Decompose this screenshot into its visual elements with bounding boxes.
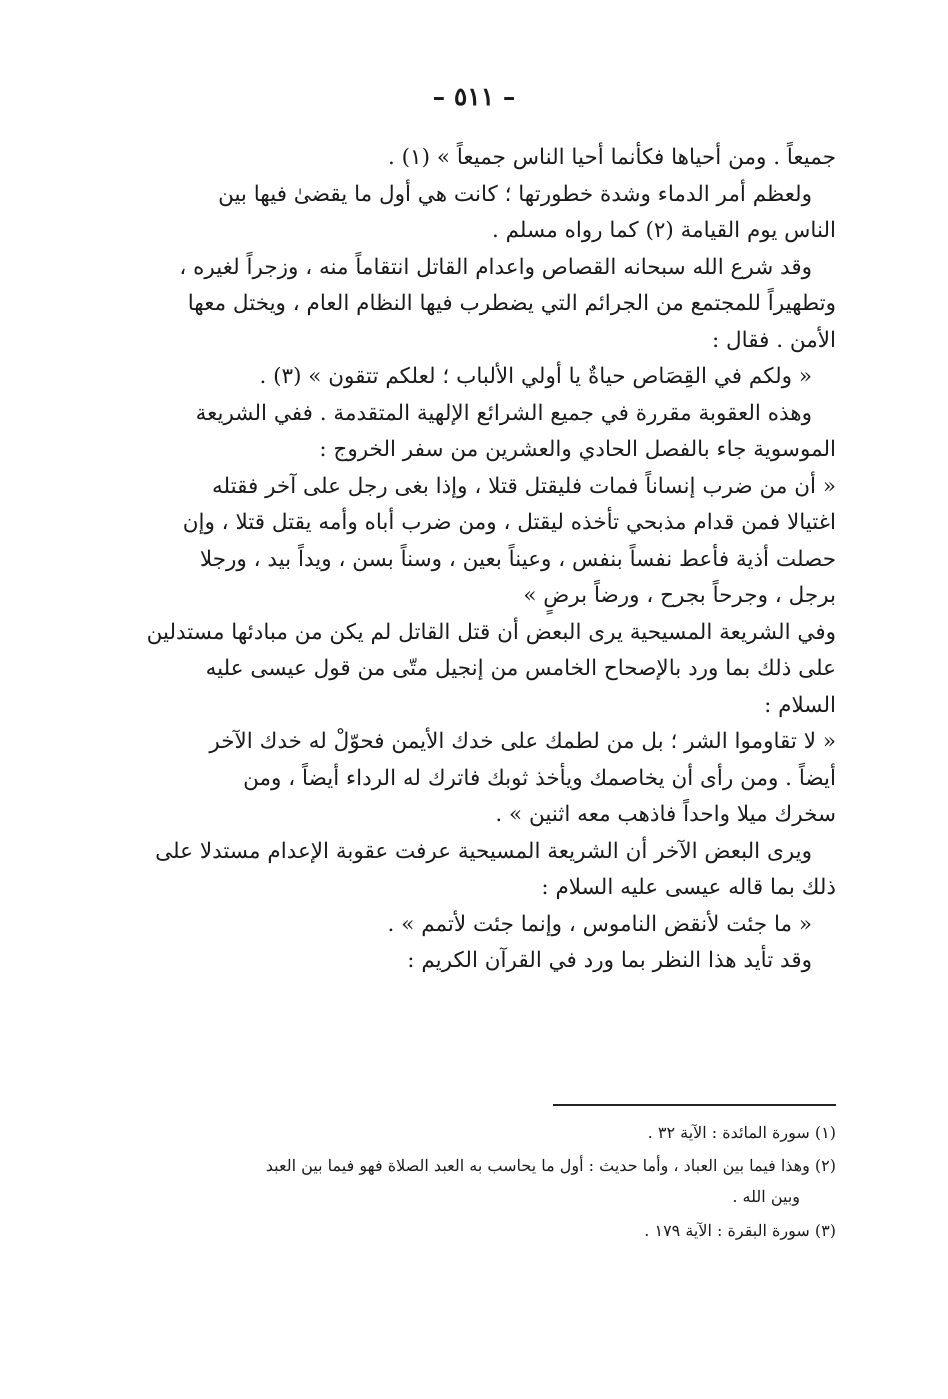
quote-line: حصلت أذية فأعط نفساً بنفس ، وعيناً بعين ، وسناً بسن ، ويداً بيد ، ورجلا — [199, 546, 836, 572]
text-line: جميعاً . ومن أحياها فكأنما أحيا الناس جميعاً » (١) . — [387, 145, 836, 170]
footnote-1: (١) سورة المائدة : الآية ٣٢ . — [647, 1123, 836, 1142]
text-line: الناس يوم القيامة (٢) كما رواه مسلم . — [491, 218, 836, 243]
quote-line: برجل ، وجرحاً بجرح ، ورضاً برضٍ » — [523, 583, 836, 608]
quote-line: « ولكم في القِصَاص حياةٌ يا أولي الألباب ؛ لعلكم تتقون » (٣) . — [259, 364, 812, 389]
quote-line: « لا تقاوموا الشر ؛ بل من لطمك على خدك الأيمن فحوّلْ له خدك الآخر — [209, 729, 836, 754]
quote-line: « أن من ضرب إنساناً فمات فليقتل قتلا ، وإذا بغى رجل على آخر فقتله — [211, 473, 836, 499]
text-line: وتطهيراً للمجتمع من الجرائم التي يضطرب فيها النظام العام ، ويختل معها — [187, 291, 836, 316]
text-line: على ذلك بما ورد بالإصحاح الخامس من إنجيل متّى من قول عيسى عليه — [205, 656, 836, 681]
quote-line: أيضاً . ومن رأى أن يخاصمك ويأخذ ثوبك فاترك له الرداء أيضاً ، ومن — [243, 765, 836, 791]
footnote-3: (٣) سورة البقرة : الآية ١٧٩ . — [644, 1221, 836, 1240]
text-line: وهذه العقوبة مقررة في جميع الشرائع الإلهية المتقدمة . ففي الشريعة — [195, 400, 812, 426]
quote-line: سخرك ميلا واحداً فاذهب معه اثنين » . — [495, 802, 836, 827]
text-line: الأمن . فقال : — [711, 327, 836, 353]
text-line: وفي الشريعة المسيحية يرى البعض أن قتل القاتل لم يكن من مبادئها مستدلين — [146, 619, 836, 645]
footnotes — [136, 1118, 836, 1245]
footnote-2-continued: وبين الله . — [732, 1187, 800, 1206]
body-text — [136, 140, 836, 980]
footnote-divider — [553, 1104, 836, 1106]
quote-line: اغتيالا فمن قدام مذبحي تأخذه ليقتل ، ومن ضرب أباه وأمه يقتل قتلا ، وإن — [182, 510, 836, 535]
text-line: وقد تأيد هذا النظر بما ورد في القرآن الكريم : — [407, 948, 812, 973]
text-line: ويرى البعض الآخر أن الشريعة المسيحية عرفت عقوبة الإعدام مستدلا على — [155, 838, 812, 864]
text-line: ولعظم أمر الدماء وشدة خطورتها ؛ كانت هي أول ما يقضىٰ فيها بين — [218, 181, 812, 207]
text-line: ذلك بما قاله عيسى عليه السلام : — [541, 875, 836, 900]
page-number: – ٥١١ – — [432, 82, 516, 111]
text-line: وقد شرع الله سبحانه القصاص واعدام القاتل انتقاماً منه ، وزجراً لغيره ، — [179, 254, 812, 280]
footnote-2: (٢) وهذا فيما بين العباد ، وأما حديث : أول ما يحاسب به العبد الصلاة فهو فيما بين العبد — [265, 1156, 836, 1175]
text-line: السلام : — [764, 692, 836, 718]
quote-line: « ما جئت لأنقض الناموس ، وإنما جئت لأتمم » . — [387, 911, 812, 937]
text-line: الموسوية جاء بالفصل الحادي والعشرين من سفر الخروج : — [319, 437, 836, 462]
